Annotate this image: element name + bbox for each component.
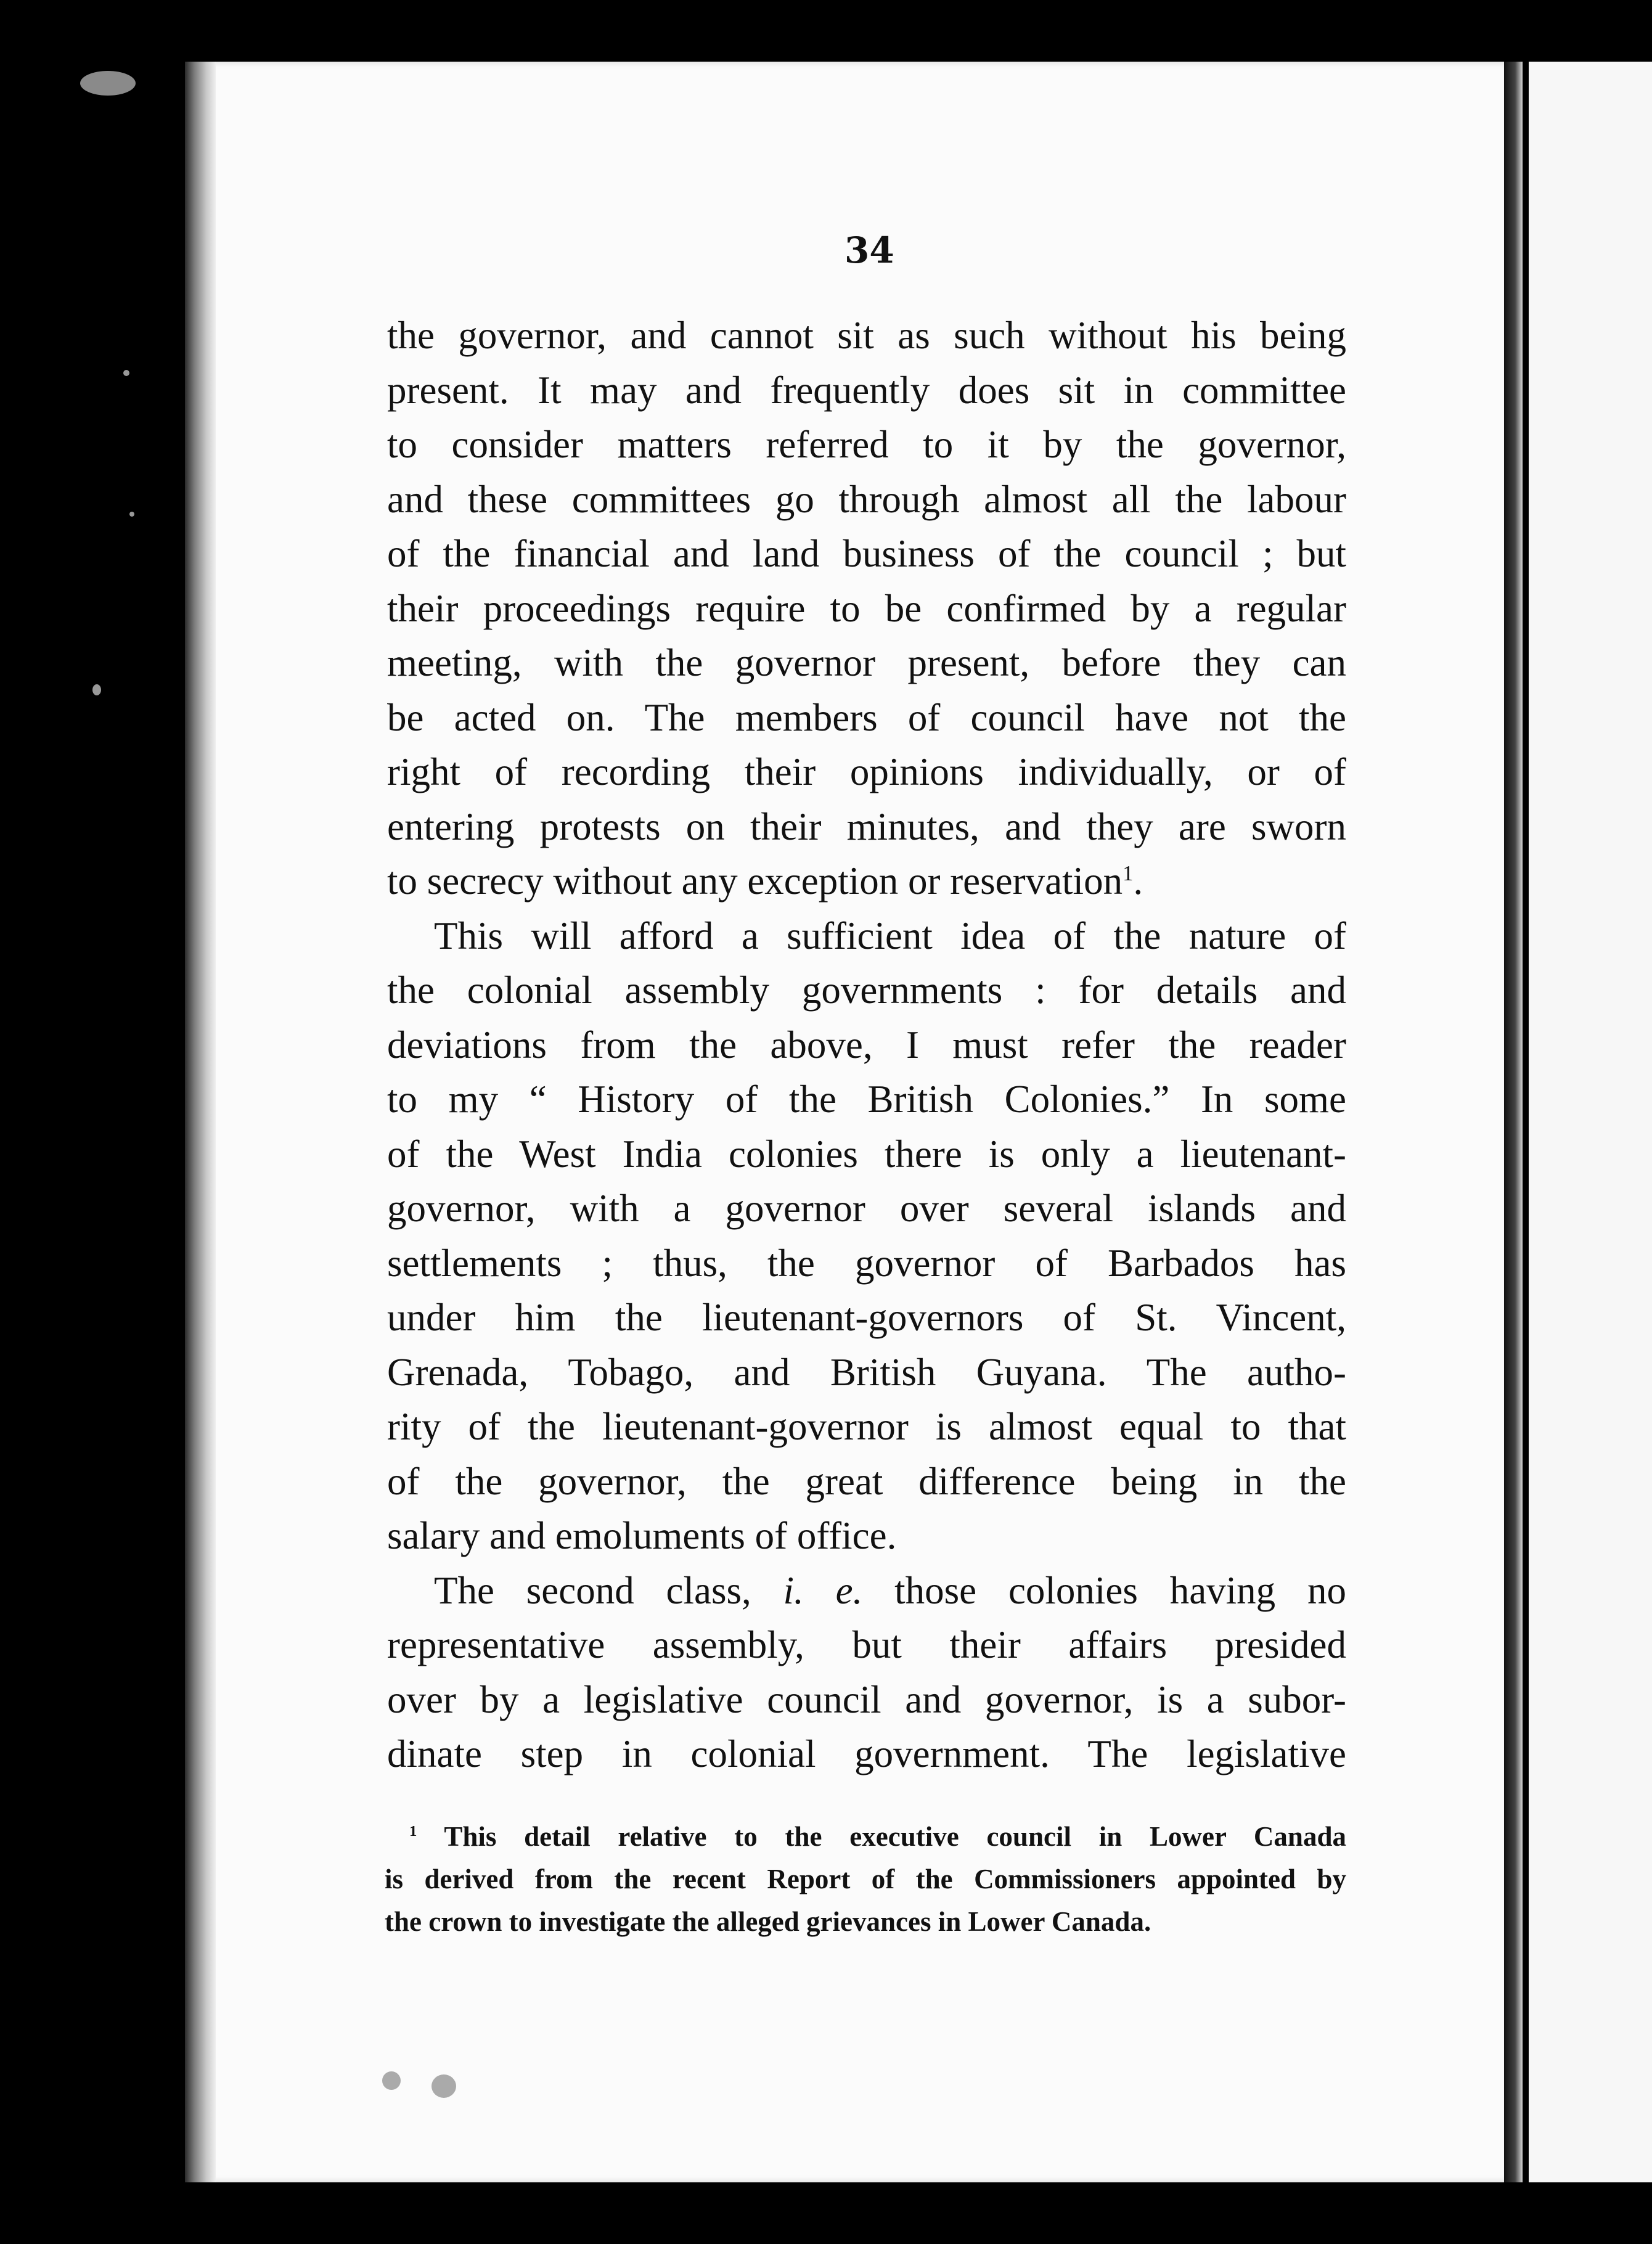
text-fragment: those colonies having no [862, 1568, 1346, 1612]
footnote-text: This detail relative to the executive council in Lower Canada [417, 1821, 1346, 1852]
text-line-second-class [387, 1563, 1346, 1618]
next-page-edge [1529, 62, 1652, 2182]
scan-speck [382, 2071, 401, 2090]
scan-speck [80, 71, 136, 96]
text-line: Grenada, Tobago, and British Guyana. The autho- [387, 1350, 1346, 1394]
italic-abbreviation: i. e. [783, 1568, 863, 1612]
text-line: be acted on. The members of council have not the [387, 695, 1346, 739]
scan-speck [431, 2074, 456, 2098]
footnote-line: is derived from the recent Report of the Commissioners appointed by [385, 1864, 1346, 1894]
text-line: of the West India colonies there is only a lieutenant- [387, 1132, 1346, 1176]
footnote-marker: 1 [409, 1823, 417, 1840]
text-line: dinate step in colonial government. The legislative [387, 1732, 1346, 1775]
text-line: representative assembly, but their affairs presided [387, 1623, 1346, 1666]
scan-speck [123, 370, 129, 376]
next-page-edge-shadow [1504, 62, 1523, 2182]
scan-speck [92, 684, 101, 695]
text-line: of the financial and land business of the council ; but [387, 532, 1346, 575]
scan-speck [129, 512, 134, 517]
text-line: entering protests on their minutes, and they are sworn [387, 805, 1346, 848]
text-line: and these committees go through almost all the labour [387, 477, 1346, 521]
text-line: under him the lieutenant-governors of St. Vincent, [387, 1296, 1346, 1339]
text-line: settlements ; thus, the governor of Barbados has [387, 1241, 1346, 1285]
text-line: to my “ History of the British Colonies.” In some [387, 1078, 1346, 1121]
text-line: of the governor, the great difference being in the [387, 1459, 1346, 1503]
text-line: to secrecy without any exception or reservation [387, 859, 1123, 903]
text-line: to consider matters referred to it by the governor, [387, 423, 1346, 466]
footnote-line: the crown to investigate the alleged grievances in Lower Canada. [385, 1906, 1151, 1937]
footnote [385, 1816, 1346, 1943]
sentence-period: . [1133, 859, 1143, 903]
footnote-line [385, 1816, 1346, 1858]
text-line: present. It may and frequently does sit in committee [387, 368, 1346, 412]
page-number: 34 [844, 229, 894, 271]
body-text [387, 308, 1346, 1782]
text-line: deviations from the above, I must refer the reader [387, 1023, 1346, 1067]
text-line-with-footnote-ref [387, 854, 1346, 909]
text-line: the colonial assembly governments : for details and [387, 968, 1346, 1012]
text-line: rity of the lieutenant-governor is almost equal to that [387, 1405, 1346, 1448]
text-line: right of recording their opinions individually, or of [387, 750, 1346, 793]
page-gutter-shadow [185, 62, 216, 2182]
text-line: salary and emoluments of office. [387, 1514, 897, 1557]
text-line: the governor, and cannot sit as such without his being [387, 314, 1346, 357]
text-line: meeting, with the governor present, before they can [387, 641, 1346, 684]
text-line: their proceedings require to be confirmed by a regular [387, 586, 1346, 630]
text-line: governor, with a governor over several islands and [387, 1187, 1346, 1230]
footnote-reference: 1 [1122, 862, 1134, 885]
text-line: over by a legislative council and governor, is a subor- [387, 1677, 1346, 1721]
text-fragment: The second class, [434, 1568, 783, 1612]
text-line: This will afford a sufficient idea of the nature of [434, 914, 1346, 957]
